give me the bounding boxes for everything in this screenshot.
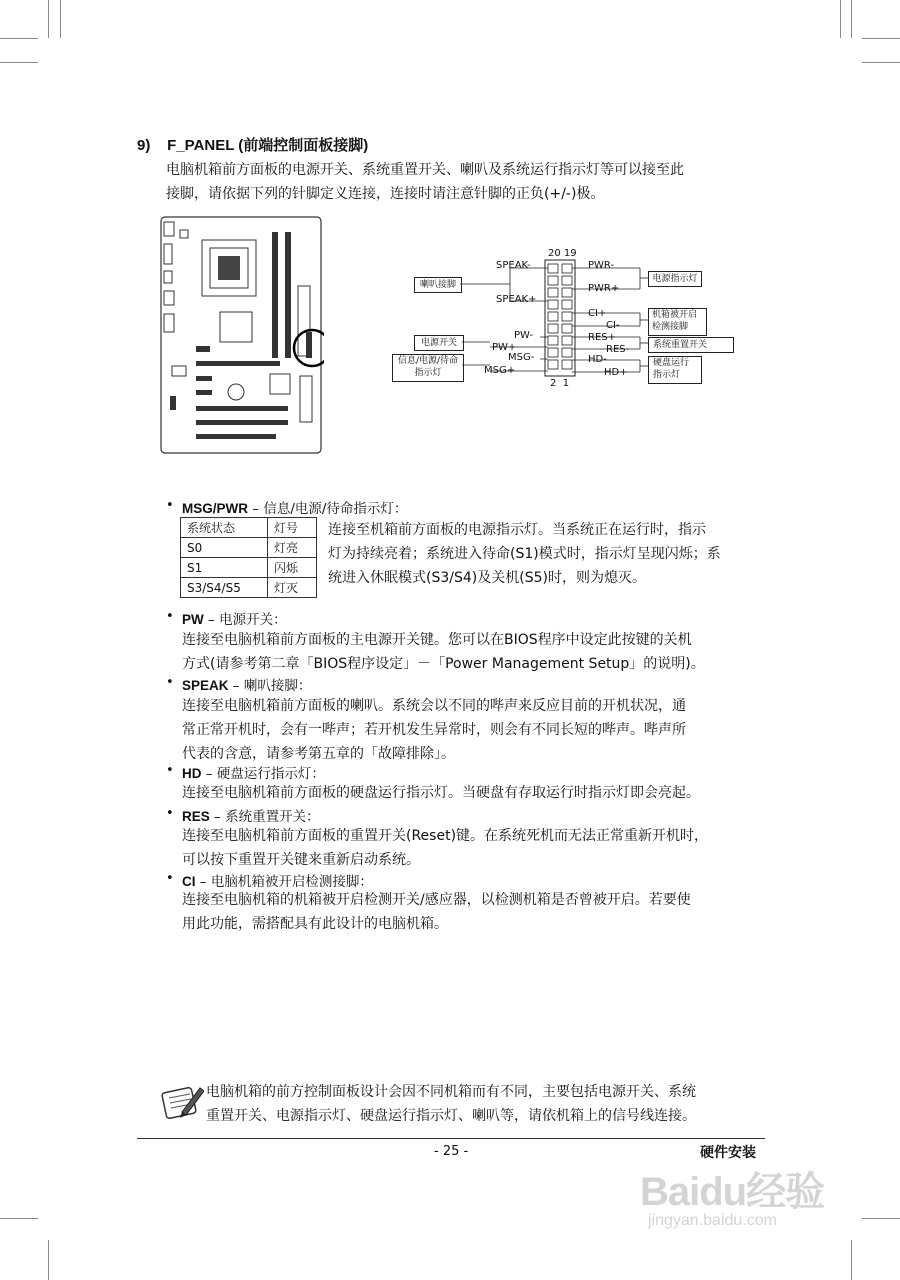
msg-plus-label: MSG+ xyxy=(484,365,516,376)
hd-line: 连接至电脑机箱前方面板的硬盘运行指示灯。当硬盘有存取运行时指示灯即会亮起。 xyxy=(182,785,700,801)
bullet-dot: • xyxy=(166,871,174,886)
speaker-box: 喇叭接脚 xyxy=(414,277,462,293)
power-led-box: 电源指示灯 xyxy=(648,271,702,287)
reset-switch-box: 系统重置开关 xyxy=(648,337,734,353)
speak-title xyxy=(182,674,311,694)
note-line: 重置开关、电源指示灯、硬盘运行指示灯、喇叭等，请依机箱上的信号线连接。 xyxy=(206,1108,696,1124)
hdd-led-box xyxy=(648,356,702,384)
pwr-minus-label: PWR- xyxy=(588,260,615,271)
ci-desc: – 电脑机箱被开启检测接脚： xyxy=(195,874,373,890)
res-title xyxy=(182,805,320,825)
msg-pwr-line: 连接至机箱前方面板的电源指示灯。当系统正在运行时，指示 xyxy=(328,522,706,538)
hd-minus-label: HD- xyxy=(588,354,607,365)
table-row xyxy=(181,578,317,598)
led-status-table xyxy=(180,517,317,598)
speak-desc: – 喇叭接脚： xyxy=(228,678,312,694)
msg-pwr-desc: – 信息/电源/待命指示灯： xyxy=(248,501,408,517)
pin-bottom-label: 2 1 xyxy=(550,378,570,389)
hd-title xyxy=(182,762,325,782)
note-line: 电脑机箱的前方控制面板设计会因不同机箱而有不同，主要包括电源开关、系统 xyxy=(206,1084,696,1100)
pwr-plus-label: PWR+ xyxy=(588,283,620,294)
speak-paragraph xyxy=(182,694,686,766)
msg-pwr-title xyxy=(182,497,407,517)
bullet-dot: • xyxy=(166,763,174,778)
msg-pwr-line: 统进入休眠模式(S3/S4)及关机(S5)时，则为熄灭。 xyxy=(328,570,646,586)
pw-desc: – 电源开关： xyxy=(203,612,287,628)
res-line: 可以按下重置开关键来重新启动系统。 xyxy=(182,852,420,868)
chassis-box-line: 检测接脚 xyxy=(652,322,689,332)
pw-line: 方式(请参考第二章「BIOS程序设定」－「Power Management Setup」的说明)。 xyxy=(182,656,705,672)
ci-minus-label: CI- xyxy=(606,320,620,331)
bullet-dot: • xyxy=(166,806,174,821)
footer-section-title: 硬件安装 xyxy=(700,1145,756,1161)
page-number: - 25 - xyxy=(434,1144,469,1159)
table-cell: S0 xyxy=(181,538,268,558)
intro-line: 电脑机箱前方面板的电源开关、系统重置开关、喇叭及系统运行指示灯等可以接至此 xyxy=(166,162,684,178)
speak-line: 连接至电脑机箱前方面板的喇叭。系统会以不同的哔声来反应目前的开机状况，通 xyxy=(182,698,686,714)
motherboard-illustration xyxy=(160,216,324,456)
res-plus-label: RES+ xyxy=(588,332,616,343)
table-cell: 灯灭 xyxy=(268,578,317,598)
baidu-watermark-logo: Baidu经验 xyxy=(640,1170,825,1214)
msg-minus-label: MSG- xyxy=(508,352,535,363)
msg-pwr-label: MSG/PWR xyxy=(182,501,248,516)
hdd-box-line: 指示灯 xyxy=(653,370,681,380)
table-row xyxy=(181,558,317,578)
baidu-watermark-url: jingyan.baidu.com xyxy=(648,1212,777,1229)
hd-plus-label: HD+ xyxy=(604,367,628,378)
table-cell: S3/S4/S5 xyxy=(181,578,268,598)
pin-top-label: 20 19 xyxy=(548,248,577,259)
res-paragraph xyxy=(182,824,708,872)
ci-paragraph xyxy=(182,888,691,936)
msg-led-box xyxy=(392,354,464,382)
msg-led-box-line: 信息/电源/待命 xyxy=(397,356,459,366)
pw-minus-label: PW- xyxy=(514,330,534,341)
msg-pwr-paragraph xyxy=(328,518,721,590)
pw-label: PW xyxy=(182,612,204,627)
bullet-dot: • xyxy=(166,498,174,513)
pinout-diagram xyxy=(390,246,740,396)
table-cell: 灯亮 xyxy=(268,538,317,558)
bullet-dot: • xyxy=(166,609,174,624)
ci-label: CI xyxy=(182,874,196,889)
pw-paragraph xyxy=(182,628,705,676)
ci-line: 用此功能，需搭配具有此设计的电脑机箱。 xyxy=(182,916,448,932)
res-line: 连接至电脑机箱前方面板的重置开关(Reset)键。在系统死机而无法正常重新开机时， xyxy=(182,828,709,844)
bullet-dot: • xyxy=(166,675,174,690)
table-header-row xyxy=(181,518,317,538)
section-heading xyxy=(137,134,368,155)
ci-line: 连接至电脑机箱的机箱被开启检测开关/感应器，以检测机箱是否曾被开启。若要使 xyxy=(182,892,691,908)
section-number: 9) xyxy=(137,137,151,154)
intro-paragraph xyxy=(166,158,684,206)
msg-led-box-line: 指示灯 xyxy=(414,368,442,378)
chassis-box-line: 机箱被开启 xyxy=(652,310,698,320)
speak-label: SPEAK xyxy=(182,678,229,693)
speak-minus-label: SPEAK- xyxy=(496,260,531,271)
speak-line: 常正常开机时，会有一哔声；若开机发生异常时，则会有不同长短的哔声。哔声所 xyxy=(182,722,686,738)
res-label: RES xyxy=(182,809,210,824)
pw-line: 连接至电脑机箱前方面板的主电源开关键。您可以在BIOS程序中设定此按键的关机 xyxy=(182,632,692,648)
res-desc: – 系统重置开关： xyxy=(209,809,320,825)
hd-paragraph xyxy=(182,781,700,805)
note-paragraph xyxy=(206,1080,696,1128)
footer-rule xyxy=(137,1138,765,1139)
ci-plus-label: CI+ xyxy=(588,308,607,319)
table-row xyxy=(181,538,317,558)
speak-plus-label: SPEAK+ xyxy=(496,294,537,305)
speak-line: 代表的含意，请参考第五章的「故障排除」。 xyxy=(182,746,455,762)
table-header-cell: 系统状态 xyxy=(181,518,268,538)
hdd-box-line: 硬盘运行 xyxy=(653,358,690,368)
chassis-intrusion-box xyxy=(648,308,707,336)
table-header-cell: 灯号 xyxy=(268,518,317,538)
table-cell: 闪烁 xyxy=(268,558,317,578)
pw-title xyxy=(182,608,287,628)
note-pencil-icon xyxy=(160,1082,204,1120)
section-title: F_PANEL (前端控制面板接脚) xyxy=(167,137,369,154)
ci-title xyxy=(182,870,373,890)
table-cell: S1 xyxy=(181,558,268,578)
power-switch-box: 电源开关 xyxy=(414,335,464,351)
res-minus-label: RES- xyxy=(606,344,630,355)
msg-pwr-line: 灯为持续亮着；系统进入待命(S1)模式时，指示灯呈现闪烁；系 xyxy=(328,546,721,562)
intro-line: 接脚，请依据下列的针脚定义连接，连接时请注意针脚的正负(+/-)极。 xyxy=(166,186,605,202)
hd-desc: – 硬盘运行指示灯： xyxy=(201,766,325,782)
pw-plus-label: PW+ xyxy=(492,342,517,353)
hd-label: HD xyxy=(182,766,202,781)
